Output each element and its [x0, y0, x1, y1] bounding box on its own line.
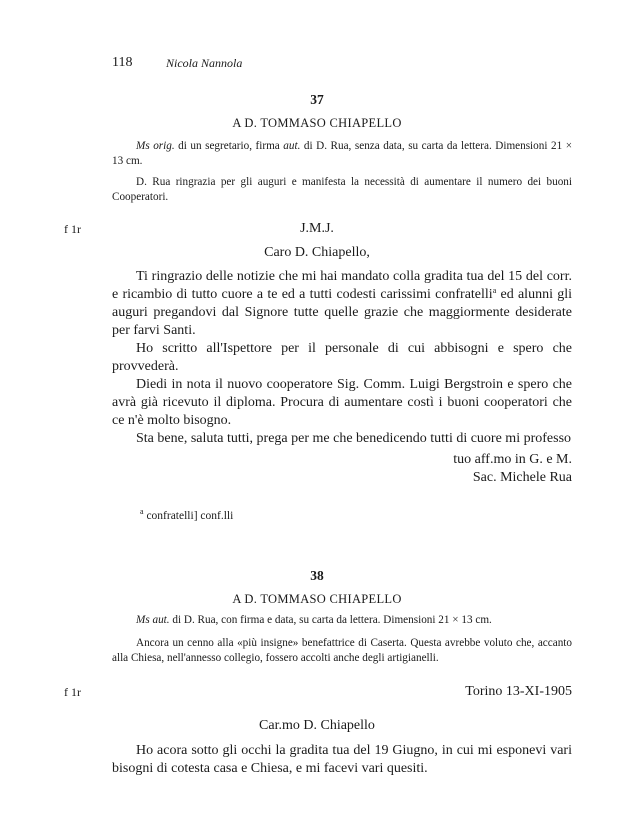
paragraph: Ho scritto all'Ispettore per il personale di cui abbisogni e spero che provvederà.: [112, 341, 572, 374]
letter-number: 37: [310, 92, 324, 107]
page-number: 118: [112, 55, 133, 70]
letter-number: 38: [310, 568, 324, 583]
description-abbrev: Ms aut.: [136, 614, 170, 626]
salutation: Car.mo D. Chiapello: [259, 718, 375, 733]
signature: Sac. Michele Rua: [472, 470, 572, 485]
footnote: $^a$ confratelli] conf.lli: [140, 507, 234, 522]
closing-line: tuo aff.mo in G. e M.: [453, 452, 572, 467]
letter-body: [112, 742, 572, 778]
footnote-mark: a: [492, 286, 497, 295]
letter-addressee: A D. TOMMASO CHIAPELLO: [232, 116, 402, 130]
paragraph: Ho acora sotto gli occhi la gradita tua del 19 Giugno, in cui mi esponevi vari bisogni di cotesta casa e Chiesa, e mi facevi vari quesiti.: [112, 743, 572, 776]
salutation: Caro D. Chiapello,: [264, 245, 370, 260]
paragraph: Diedi in nota il nuovo cooperatore Sig. Comm. Luigi Bergstroin e spero che avrà già ricevuto il diploma. Procura di aumentare costì i buoni cooperatori che ce n'è molto bisogno.: [112, 377, 572, 428]
paragraph: Ti ringrazio delle notizie che mi hai mandato colla gradita tua del 15 del corr. e ricambio di tutto cuore a te ed a tutti codesti carissimi confratelli$^a$ ed alunni gli auguri pregandovi dal Signore tutte quelle grazie che maggiormente desiderate per farvi Santi.: [112, 269, 572, 338]
folio-marker: f 1r: [64, 222, 81, 236]
description-abbrev: Ms orig.: [136, 140, 175, 152]
letter-addressee: A D. TOMMASO CHIAPELLO: [232, 592, 402, 606]
paragraph: Sta bene, saluta tutti, prega per me che benedicendo tutti di cuore mi professo: [136, 431, 572, 446]
letter-body: [112, 268, 572, 448]
manuscript-description: Ms orig. di un segretario, firma aut. di D. Rua, senza data, su carta da lettera. Dimensioni 21 × 13 cm.: [112, 140, 573, 167]
running-head: Nicola Nannola: [166, 56, 243, 70]
letter-summary: Ancora un cenno alla «più insigne» benefattrice di Caserta. Questa avrebbe voluto che, accanto alla Chiesa, nell'annesso collegio, fossero accolti anche degli artigianelli.: [112, 637, 572, 664]
letter-date: Torino 13-XI-1905: [465, 684, 572, 699]
letter-summary: D. Rua ringrazia per gli auguri e manifesta la necessità di aumentare il numero dei buoni Cooperatori.: [112, 176, 572, 203]
folio-marker: f 1r: [64, 685, 81, 699]
manuscript-description: Ms aut. di D. Rua, con firma e data, su carta da lettera. Dimensioni 21 × 13 cm.: [136, 614, 492, 626]
letter-heading: J.M.J.: [300, 221, 334, 236]
